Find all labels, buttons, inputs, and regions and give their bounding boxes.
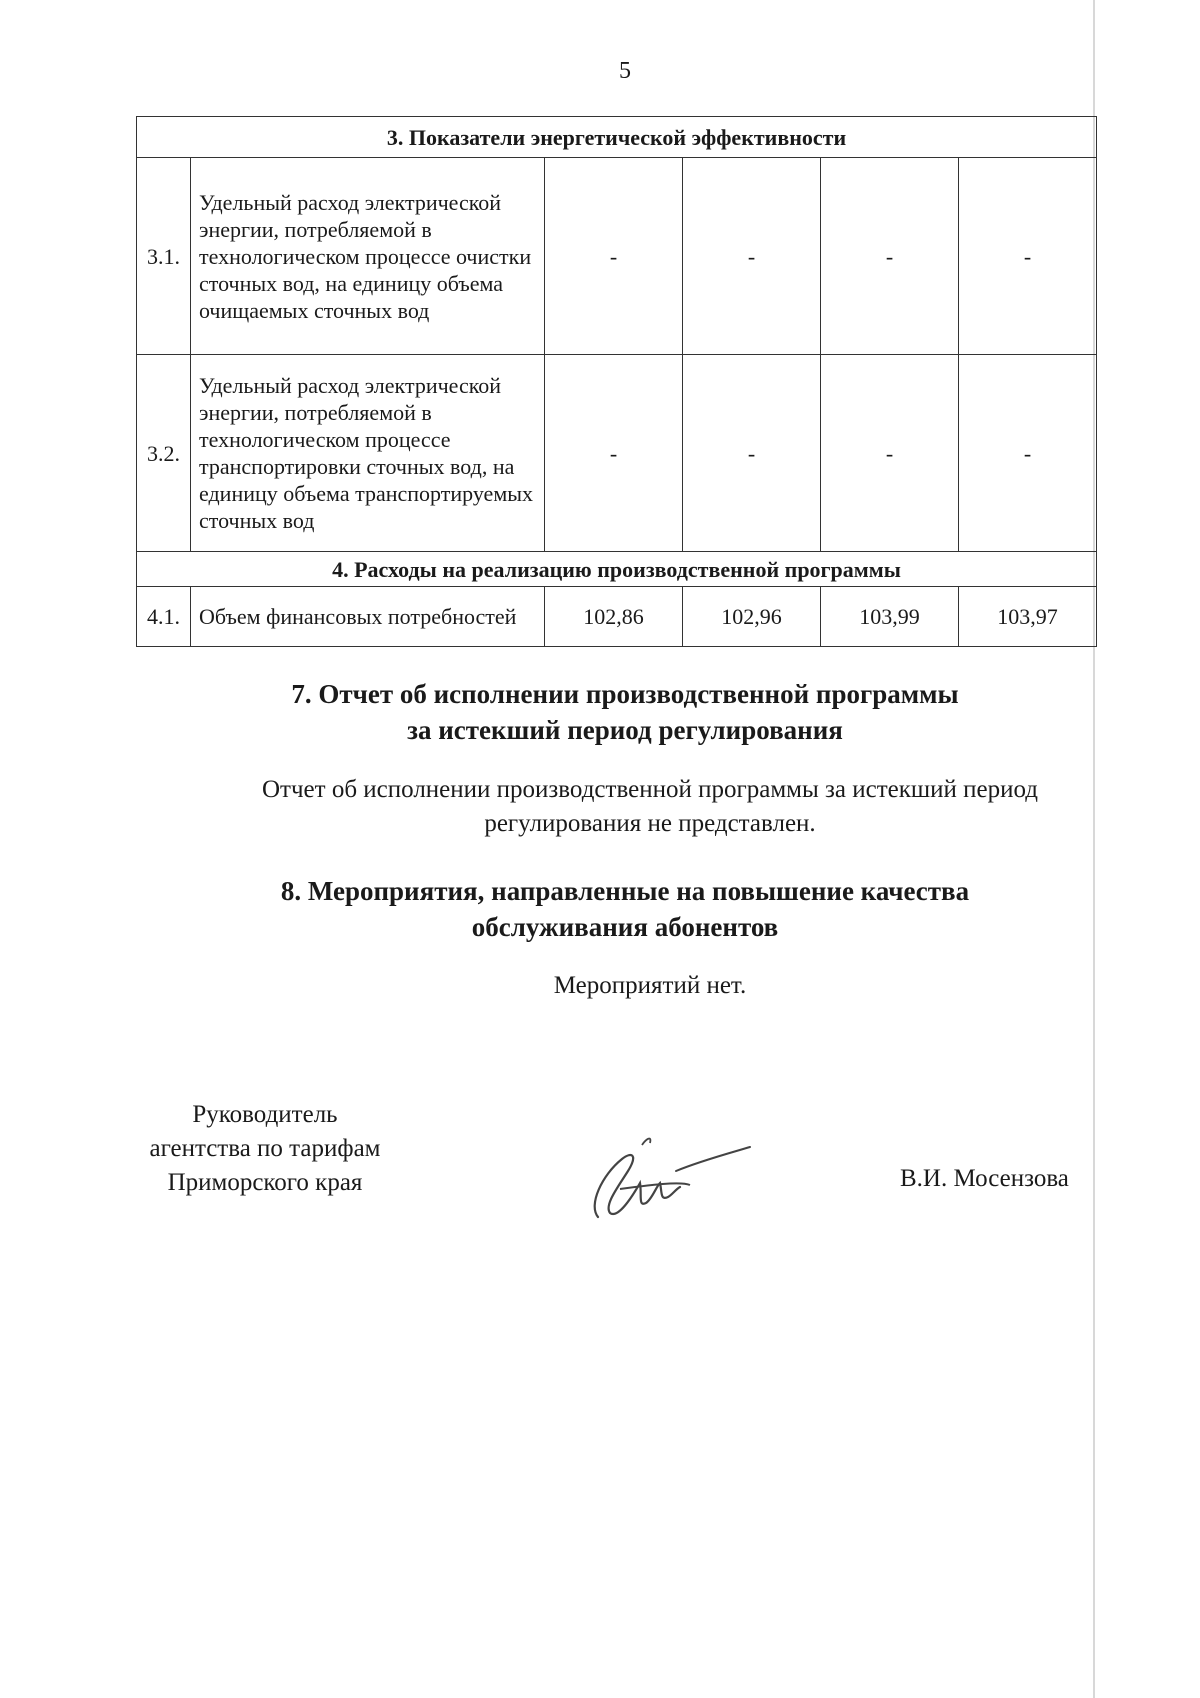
table-row [137, 587, 1097, 647]
handwritten-signature [580, 1125, 760, 1225]
section7-heading-line2: за истекший период регулирования [407, 715, 843, 745]
row-value: 102,96 [683, 587, 821, 647]
signatory-position-line3: Приморского края [167, 1169, 363, 1196]
row-value: - [959, 355, 1097, 552]
signatory-position-line2: агентства по тарифам [149, 1135, 381, 1162]
section8-heading [0, 873, 1200, 945]
section8-heading-line2: обслуживания абонентов [471, 912, 779, 942]
row-value: - [959, 158, 1097, 355]
row-number: 3.2. [137, 355, 191, 552]
table-row [137, 158, 1097, 355]
row-value: - [545, 355, 683, 552]
indicators-table [136, 116, 1097, 647]
row-name: Удельный расход электрической энергии, потребляемой в технологическом процессе очистки сточных вод, на единицу объема очищаемых сточных вод [191, 158, 545, 355]
section7-text [150, 773, 1150, 841]
row-value: - [821, 355, 959, 552]
section-title: 4. Расходы на реализацию производственной программы [137, 552, 1097, 587]
section-title: 3. Показатели энергетической эффективности [137, 117, 1097, 158]
row-number: 3.1. [137, 158, 191, 355]
section7-text-line1: Отчет об исполнении производственной программы за истекший период [262, 776, 1038, 803]
row-value: - [683, 355, 821, 552]
row-value: - [821, 158, 959, 355]
signatory-position [120, 1098, 410, 1200]
section8-text: Мероприятий нет. [553, 972, 747, 999]
section-row [137, 552, 1097, 587]
section7-heading-line1: 7. Отчет об исполнении производственной программы [291, 679, 959, 709]
row-value: 102,86 [545, 587, 683, 647]
row-number: 4.1. [137, 587, 191, 647]
table-row [137, 355, 1097, 552]
signatory-name: В.И. Мосензова [900, 1165, 1069, 1192]
row-value: 103,97 [959, 587, 1097, 647]
row-value: - [545, 158, 683, 355]
row-value: 103,99 [821, 587, 959, 647]
row-name: Удельный расход электрической энергии, потребляемой в технологическом процессе транспортировки сточных вод, на единицу объема транспортируемых сточных вод [191, 355, 545, 552]
section-row [137, 117, 1097, 158]
row-value: - [683, 158, 821, 355]
row-name: Объем финансовых потребностей [191, 587, 545, 647]
section8-heading-line1: 8. Мероприятия, направленные на повышение качества [280, 876, 970, 906]
page-number: 5 [619, 58, 631, 84]
section7-text-line2: регулирования не представлен. [484, 810, 816, 837]
section7-heading [0, 676, 1200, 748]
signatory-position-line1: Руководитель [192, 1101, 338, 1128]
